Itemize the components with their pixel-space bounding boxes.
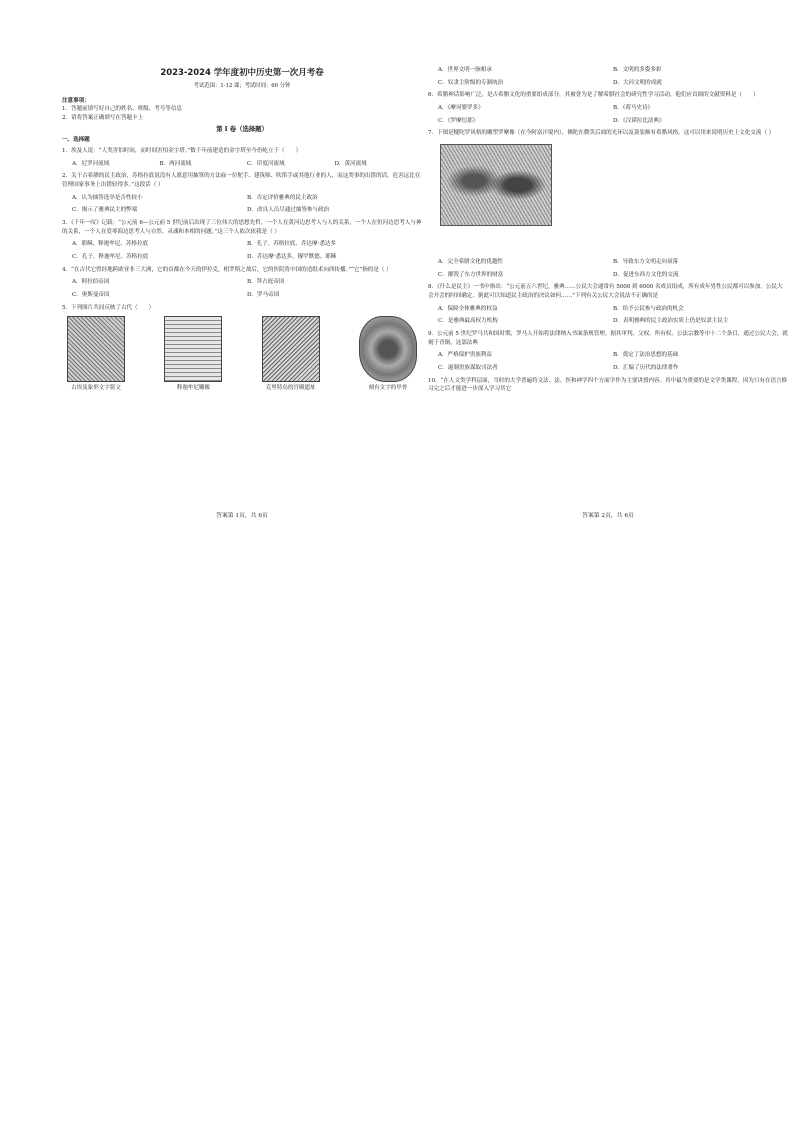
figure-row (66, 316, 418, 393)
option[interactable]: B．两河流域 (159, 160, 192, 167)
option[interactable]: C．印度河流域 (247, 160, 285, 167)
option[interactable]: B．孔子、苏格拉底、乔达摩·悉达多 (247, 241, 336, 248)
option[interactable]: C．揭示了雅典民主的弊端 (72, 207, 138, 214)
option[interactable]: C．孔子、释迦牟尼、苏格拉底 (72, 254, 149, 260)
figure-caption: 古埃及象形文字铭文 (71, 385, 121, 392)
option[interactable]: A．认为抽签选举是否性较小 (72, 194, 143, 201)
question-8: 8．《什么是民主》一书中指出：“公元前五六世纪，雅典……公民大会通常有 5000 到 6000 名成员组成，所有成年男性公民都可以参加。公民大会开会的时间确定，据此可以知道民主政治的决议如何……”下列有关公民大会说法不正确的是 (428, 284, 783, 299)
page-footer: 答案第 2页，共 6页 (582, 513, 634, 519)
option[interactable]: D．改良人员尽通过抽签参与政治 (247, 207, 330, 214)
option[interactable]: B．拜占庭帝国 (247, 279, 285, 286)
buddha-statue-image (164, 316, 222, 382)
option[interactable]: D．《汉谟拉比法典》 (613, 117, 665, 124)
question-6-options (438, 102, 788, 127)
option[interactable]: D．表明雅典的民主政治实质上仍是奴隶主民主 (613, 318, 729, 325)
figure-caption: 释迦牟尼雕像 (176, 385, 210, 392)
figure (358, 316, 418, 393)
option[interactable]: B．《荷马史诗》 (613, 104, 654, 111)
option[interactable]: B．否定评价雅典的民主政治 (247, 194, 318, 201)
option[interactable]: D．黄河流域 (334, 160, 367, 167)
exam-title: 2023-2024 学年度初中历史第一次月考卷 (160, 68, 324, 78)
option[interactable]: A．阿拉伯帝国 (72, 279, 110, 286)
figure (163, 316, 223, 393)
figure-caption: 克里特岛的宫殿遗址 (265, 385, 316, 392)
question-5: 5．下列图片共同反映了古代（ ） (62, 304, 155, 311)
option[interactable]: B．奠定了法治思想的基础 (613, 352, 679, 359)
notice-heading: 注意事项： (62, 97, 90, 104)
question-5-options (438, 64, 788, 89)
question-2-options (72, 192, 422, 217)
section-title: 第 I 卷（选择题） (216, 124, 268, 133)
option[interactable]: A．保障全体雅典的权益 (438, 305, 498, 312)
option[interactable]: B．文明的多姿多彩 (613, 67, 662, 73)
option[interactable]: D．乔达摩·悉达多、穆罕默德、耶稣 (247, 254, 337, 260)
option[interactable]: A．《摩诃婆罗多》 (438, 104, 484, 111)
exam-subtitle: 考试范围：1-12 课；考试时间：60 分钟 (193, 83, 291, 90)
question-6: 6．希腊神话影响广泛，是古希腊文化的重要组成部分，其被誉为是了解希腊社会的研究性学习活动，他们应首阅的文献资料是（ ） (428, 92, 759, 99)
option[interactable]: C．《罗摩衍那》 (438, 117, 479, 124)
option[interactable]: D．罗马帝国 (247, 291, 280, 298)
crete-palace-ruins-image (262, 316, 320, 382)
oracle-bone-image (359, 316, 417, 382)
question-8-options (438, 303, 788, 328)
question-1-options (72, 158, 422, 171)
figure (261, 316, 321, 393)
option[interactable]: C．摧毁了东方世界的财富 (438, 271, 504, 278)
option[interactable]: C．奴隶主阶级的专制统治 (438, 79, 504, 86)
option[interactable]: D．促进东西方文化的交流 (613, 271, 679, 278)
part-heading: 一、选择题 (62, 137, 90, 144)
question-9: 9．公元前 5 世纪罗马共和国时期，罗马人开始将法律纳入书面条规管理。据其审判、父权、所有权、公法宗教等中十二个条目，通过公民大会，就刻于青铜，这部法典 (428, 330, 788, 346)
hieroglyph-inscription-image (67, 316, 125, 382)
option[interactable]: C．遏制贵族谋取司法者 (438, 364, 498, 371)
option[interactable]: A．完全希腊文化的优越性 (438, 258, 503, 265)
question-7: 7．下图是犍陀罗风格的雕塑罗摩像（在今阿富汗境内），佛陀在微笑后面的光环以及袈裟颇有希腊风格。这可以用来说明历史上文化交流（ ） (428, 130, 775, 137)
option[interactable]: C．奥斯曼帝国 (72, 291, 110, 298)
figure (66, 316, 126, 393)
question-1: 1．埃及人说：“人类害怕时间，而时间害怕金字塔。”数千年前建造的金字塔至今仍屹立于（ ） (62, 148, 302, 155)
question-4-options (72, 276, 422, 301)
question-4: 4．“在古代它曾经地跨欧亚非三大洲，它的首都在今天的伊拉克，相罗斯之战后，它的医院将中国的造纸术向西传播。”“它”指的是（ ） (62, 266, 392, 273)
question-9-options (438, 349, 788, 374)
option[interactable]: D．汇编了历代的法律著作 (613, 364, 679, 371)
notice-item: 2．请将答案正确填写在答题卡上 (62, 114, 144, 121)
option[interactable]: C．是雅典最高权力机构 (438, 318, 498, 325)
question-3-options (72, 238, 422, 263)
question-2: 2．关于古希腊的民主政治，苏格拉底说没有人愿意用抽签的方法雇一位舵手、建筑师、吹笛手或其他行业的人，而这类事的出错的话，危害远比在管理国家事务上出错轻得多。”这段话（ ） (62, 173, 421, 189)
exam-page-1 (62, 62, 422, 393)
gandhara-sculpture-image (440, 144, 552, 226)
question-7-options (438, 256, 788, 281)
notice-item: 1．答题前填写好自己的姓名、班级、考号等信息 (62, 106, 182, 113)
question-10: 10．“在人文类学科层面，当时的大学普遍将文法、法、医和神学四个方面学作为主要讲授内容。其中最为重要的是文学类课程，因为只有在语言修习完之后才能进一步深入学习其它 (428, 377, 788, 393)
exam-page-2 (428, 62, 788, 394)
option[interactable]: B．给予公民参与政治的机会 (613, 305, 684, 312)
option[interactable]: A．世界文明一脉相承 (438, 67, 492, 73)
option[interactable]: B．导致东方文明走向衰落 (613, 258, 679, 265)
option[interactable]: A．尼罗河流域 (72, 160, 110, 167)
figure-caption: 刻有文字的甲骨 (368, 385, 408, 392)
option[interactable]: A．严格保护贵族利益 (438, 352, 492, 359)
question-3: 3．《千年一叹》记载：“公元前 6—公元前 5 世纪前后出现了三位伟大的思想先哲，一个人在黄河边思考人与人的关系，一个人在恒河边思考人与神的关系，一个人在爱琴海边思考人与自然、灵魂和本相的问题。”这三个人依次依我是（ ） (62, 220, 422, 235)
option[interactable]: A．耶稣、释迦牟尼、苏格拉底 (72, 241, 149, 248)
page-footer: 答案第 1页，共 6页 (216, 513, 268, 519)
option[interactable]: D．大河文明的成就 (613, 79, 662, 86)
